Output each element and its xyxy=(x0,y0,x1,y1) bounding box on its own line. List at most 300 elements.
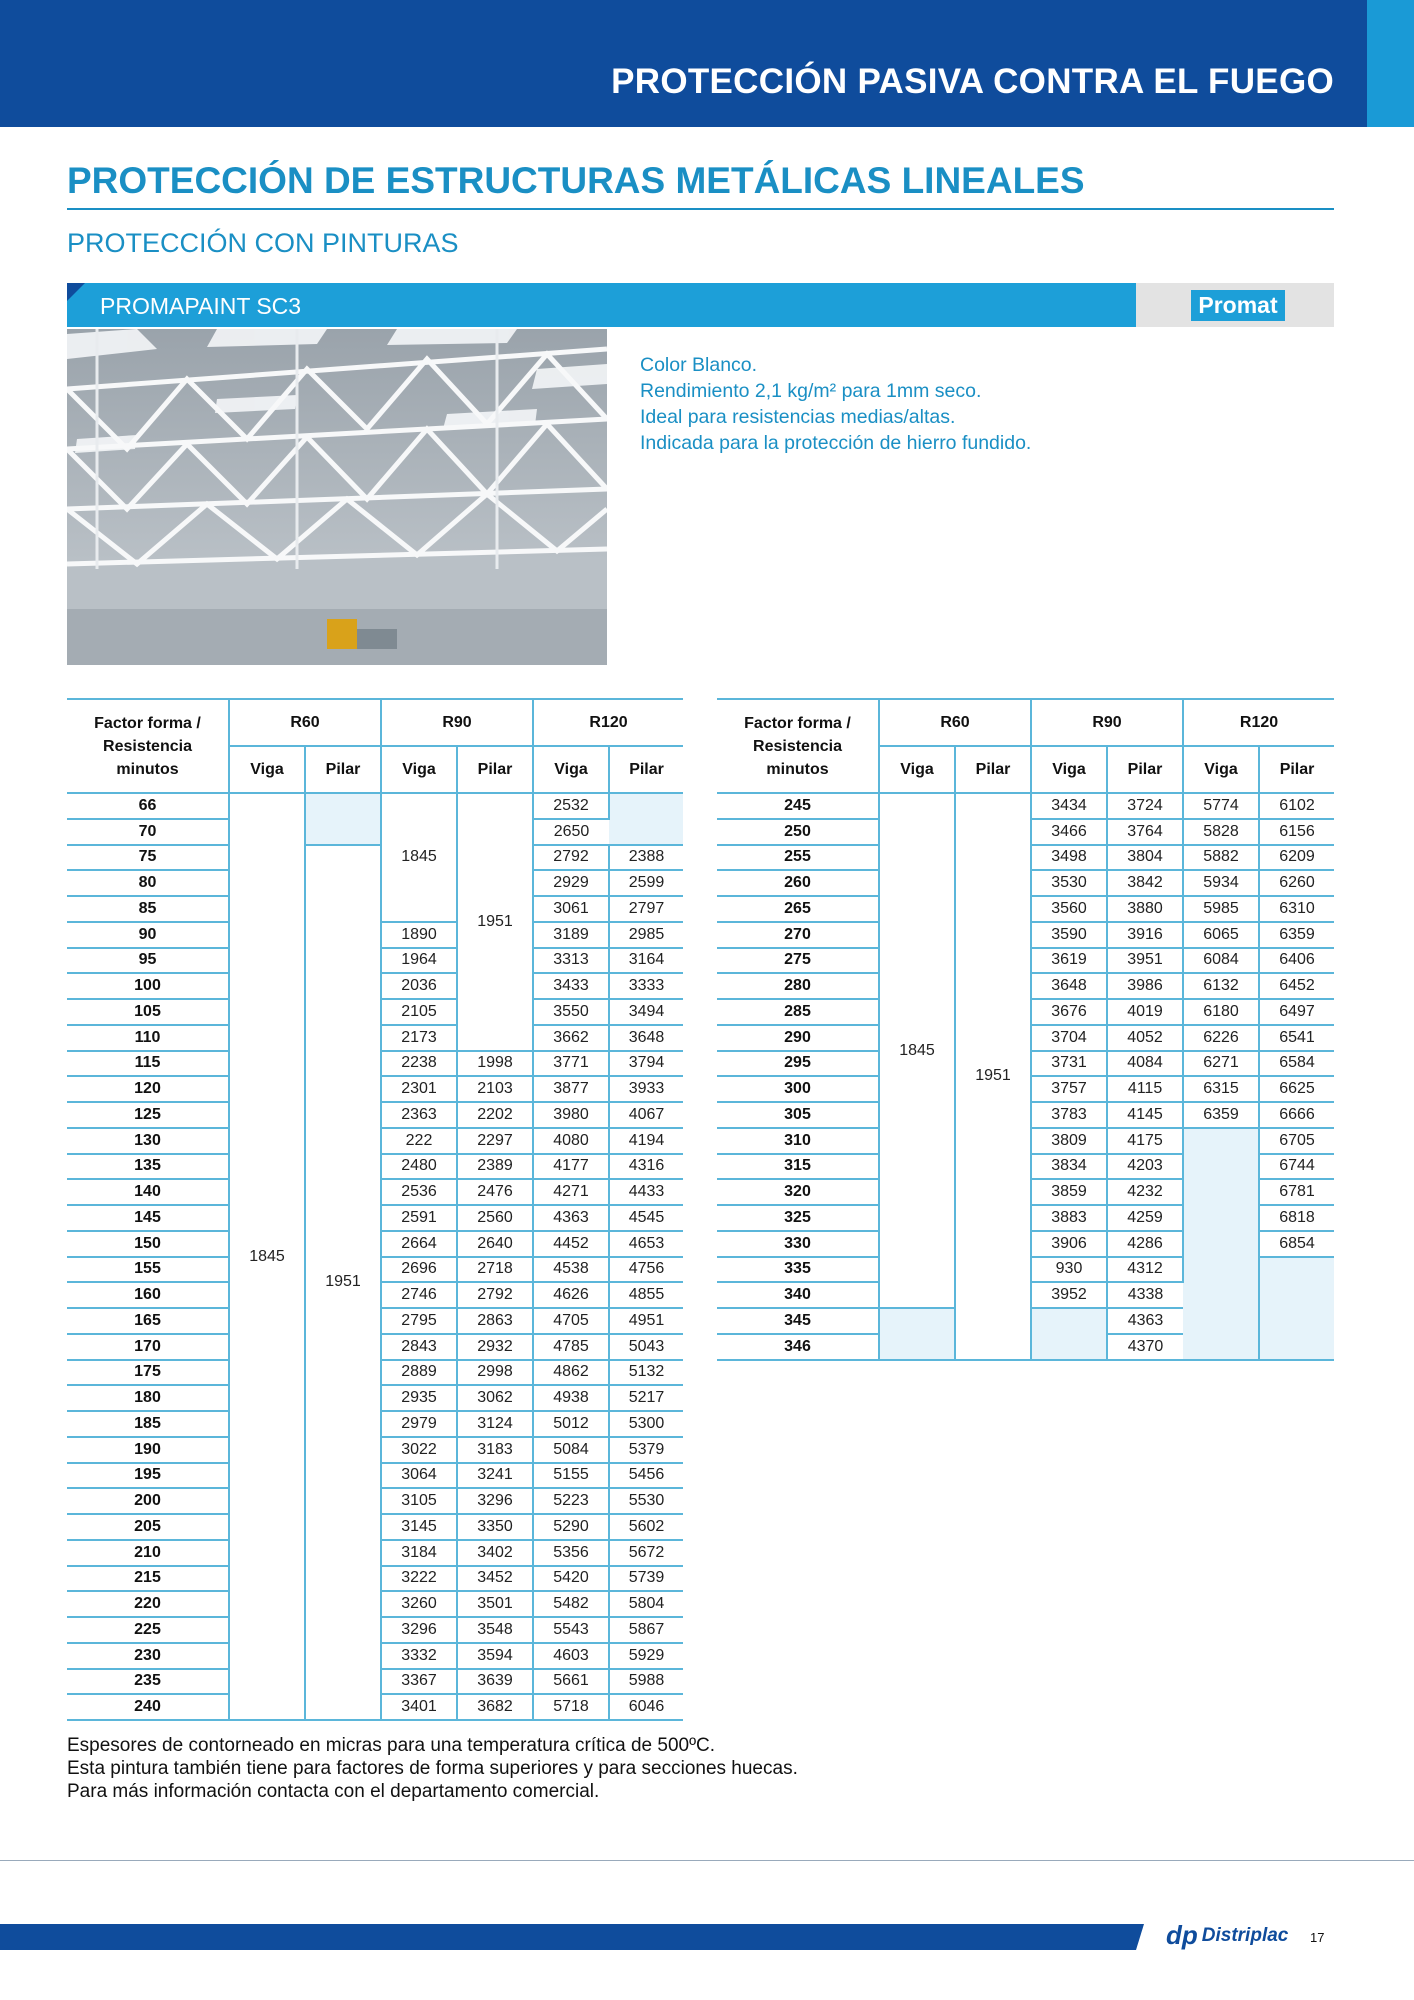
r90-viga-cell: 3332 xyxy=(381,1643,457,1669)
r120-pilar-cell: 3794 xyxy=(609,1051,683,1077)
page-number: 17 xyxy=(1310,1930,1325,1945)
product-photo xyxy=(67,329,607,665)
factor-cell: 325 xyxy=(717,1205,879,1231)
r90-pilar-cell: 3724 xyxy=(1107,793,1183,819)
r120-viga-empty xyxy=(1183,1128,1259,1360)
r60-viga-merged: 1845 xyxy=(229,793,305,1720)
r120-viga-cell: 5985 xyxy=(1183,896,1259,922)
r120-viga-cell: 3550 xyxy=(533,999,609,1025)
r120-pilar-cell: 6260 xyxy=(1259,870,1334,896)
factor-cell: 115 xyxy=(67,1051,229,1077)
r120-viga-cell: 6271 xyxy=(1183,1051,1259,1077)
r90-pilar-cell: 4084 xyxy=(1107,1051,1183,1077)
factor-cell: 175 xyxy=(67,1360,229,1386)
r120-viga-cell: 3313 xyxy=(533,948,609,974)
r90-viga-cell: 2363 xyxy=(381,1102,457,1128)
r90-pilar-cell: 3639 xyxy=(457,1669,533,1695)
group-header-r90: R90 xyxy=(381,699,533,746)
title-divider xyxy=(67,208,1334,210)
r90-pilar-cell: 4259 xyxy=(1107,1205,1183,1231)
desc-line: Indicada para la protección de hierro fundido. xyxy=(640,432,1032,454)
factor-cell: 295 xyxy=(717,1051,879,1077)
sub-header-viga: Viga xyxy=(533,746,609,793)
factor-cell: 245 xyxy=(717,793,879,819)
sub-header-pilar: Pilar xyxy=(457,746,533,793)
r90-viga-cell: 3757 xyxy=(1031,1076,1107,1102)
r120-pilar-cell: 6209 xyxy=(1259,845,1334,871)
factor-cell: 125 xyxy=(67,1102,229,1128)
factor-cell: 165 xyxy=(67,1308,229,1334)
factor-cell: 346 xyxy=(717,1334,879,1360)
r90-pilar-cell: 3062 xyxy=(457,1385,533,1411)
r90-viga-cell: 2795 xyxy=(381,1308,457,1334)
factor-cell: 280 xyxy=(717,973,879,999)
r90-viga-cell: 2696 xyxy=(381,1257,457,1283)
factor-cell: 345 xyxy=(717,1308,879,1334)
sub-header-pilar: Pilar xyxy=(1107,746,1183,793)
r90-pilar-cell: 4338 xyxy=(1107,1282,1183,1308)
factor-cell: 210 xyxy=(67,1540,229,1566)
r120-pilar-cell: 6744 xyxy=(1259,1154,1334,1180)
factor-cell: 180 xyxy=(67,1385,229,1411)
r120-pilar-cell: 6584 xyxy=(1259,1051,1334,1077)
r90-pilar-cell: 2389 xyxy=(457,1154,533,1180)
factor-cell: 105 xyxy=(67,999,229,1025)
r90-viga-cell: 3731 xyxy=(1031,1051,1107,1077)
r90-viga-cell: 2664 xyxy=(381,1231,457,1257)
r120-pilar-cell: 4653 xyxy=(609,1231,683,1257)
factor-cell: 110 xyxy=(67,1025,229,1051)
r90-pilar-cell: 4203 xyxy=(1107,1154,1183,1180)
r120-viga-cell: 5774 xyxy=(1183,793,1259,819)
r90-pilar-cell: 4052 xyxy=(1107,1025,1183,1051)
note-line: Esta pintura también tiene para factores de forma superiores y para secciones huecas. xyxy=(67,1758,798,1779)
r120-viga-cell: 5661 xyxy=(533,1669,609,1695)
factor-cell: 130 xyxy=(67,1128,229,1154)
r120-viga-cell: 4862 xyxy=(533,1360,609,1386)
r90-viga-cell: 2301 xyxy=(381,1076,457,1102)
factor-cell: 100 xyxy=(67,973,229,999)
r60-pilar-empty xyxy=(305,793,381,845)
r90-pilar-cell: 3804 xyxy=(1107,845,1183,871)
r120-pilar-cell: 5530 xyxy=(609,1488,683,1514)
note-line: Para más información contacta con el departamento comercial. xyxy=(67,1781,600,1802)
thickness-table-left xyxy=(67,698,683,1721)
group-header-r90: R90 xyxy=(1031,699,1183,746)
factor-cell: 260 xyxy=(717,870,879,896)
distriplac-logo xyxy=(1166,1920,1288,1951)
r120-viga-cell: 2792 xyxy=(533,845,609,871)
r120-viga-cell: 6084 xyxy=(1183,948,1259,974)
r120-viga-cell: 3433 xyxy=(533,973,609,999)
r120-viga-cell: 5356 xyxy=(533,1540,609,1566)
r90-viga-cell: 3560 xyxy=(1031,896,1107,922)
r120-pilar-cell: 4316 xyxy=(609,1154,683,1180)
r90-viga-cell: 3530 xyxy=(1031,870,1107,896)
r120-pilar-cell: 2599 xyxy=(609,870,683,896)
r90-pilar-cell: 2640 xyxy=(457,1231,533,1257)
r90-pilar-cell: 3402 xyxy=(457,1540,533,1566)
r120-pilar-cell: 6310 xyxy=(1259,896,1334,922)
factor-cell: 340 xyxy=(717,1282,879,1308)
r90-viga-cell: 3434 xyxy=(1031,793,1107,819)
r120-pilar-cell: 6156 xyxy=(1259,819,1334,845)
r120-pilar-cell: 6625 xyxy=(1259,1076,1334,1102)
factor-cell: 330 xyxy=(717,1231,879,1257)
table-row xyxy=(717,793,1334,819)
r120-viga-cell: 3771 xyxy=(533,1051,609,1077)
r90-pilar-cell: 3986 xyxy=(1107,973,1183,999)
factor-cell: 235 xyxy=(67,1669,229,1695)
r90-viga-cell: 2591 xyxy=(381,1205,457,1231)
r120-viga-cell: 5882 xyxy=(1183,845,1259,871)
desc-line: Rendimiento 2,1 kg/m² para 1mm seco. xyxy=(640,380,982,402)
r120-pilar-cell: 6497 xyxy=(1259,999,1334,1025)
r120-pilar-cell: 5672 xyxy=(609,1540,683,1566)
group-header-r60: R60 xyxy=(879,699,1031,746)
r90-pilar-cell: 2932 xyxy=(457,1334,533,1360)
r120-pilar-cell: 4855 xyxy=(609,1282,683,1308)
factor-cell: 275 xyxy=(717,948,879,974)
r90-viga-cell: 2935 xyxy=(381,1385,457,1411)
r120-viga-cell: 2650 xyxy=(533,819,609,845)
sub-header-viga: Viga xyxy=(1031,746,1107,793)
r120-pilar-cell: 4433 xyxy=(609,1179,683,1205)
factor-cell: 315 xyxy=(717,1154,879,1180)
r120-pilar-cell: 5456 xyxy=(609,1463,683,1489)
r90-pilar-cell: 3548 xyxy=(457,1617,533,1643)
factor-cell: 66 xyxy=(67,793,229,819)
r90-pilar-cell: 3350 xyxy=(457,1514,533,1540)
r120-pilar-cell: 5929 xyxy=(609,1643,683,1669)
r90-pilar-cell: 1998 xyxy=(457,1051,533,1077)
r120-viga-cell: 5934 xyxy=(1183,870,1259,896)
header-title: PROTECCIÓN PASIVA CONTRA EL FUEGO xyxy=(611,62,1334,101)
product-description xyxy=(640,352,1031,456)
factor-cell: 85 xyxy=(67,896,229,922)
r120-pilar-cell: 6854 xyxy=(1259,1231,1334,1257)
factor-cell: 170 xyxy=(67,1334,229,1360)
r90-viga-cell: 3859 xyxy=(1031,1179,1107,1205)
r90-viga-cell: 3145 xyxy=(381,1514,457,1540)
factor-cell: 140 xyxy=(67,1179,229,1205)
r90-viga-empty xyxy=(1031,1308,1107,1360)
factor-cell: 230 xyxy=(67,1643,229,1669)
r120-pilar-cell: 5379 xyxy=(609,1437,683,1463)
factor-cell: 255 xyxy=(717,845,879,871)
r90-viga-cell: 3590 xyxy=(1031,922,1107,948)
page-title: PROTECCIÓN DE ESTRUCTURAS METÁLICAS LINEALES xyxy=(67,160,1085,201)
product-bar xyxy=(67,283,1136,327)
factor-cell: 250 xyxy=(717,819,879,845)
r90-viga-cell: 3184 xyxy=(381,1540,457,1566)
r90-viga-merged: 1845 xyxy=(381,793,457,922)
factor-cell: 155 xyxy=(67,1257,229,1283)
r90-viga-cell: 3648 xyxy=(1031,973,1107,999)
r90-viga-cell: 2238 xyxy=(381,1051,457,1077)
r90-viga-cell: 2979 xyxy=(381,1411,457,1437)
r120-viga-cell: 6315 xyxy=(1183,1076,1259,1102)
desc-line: Ideal para resistencias medias/altas. xyxy=(640,406,956,428)
r90-viga-cell: 3466 xyxy=(1031,819,1107,845)
r120-pilar-cell: 5043 xyxy=(609,1334,683,1360)
r120-viga-cell: 4938 xyxy=(533,1385,609,1411)
table-row xyxy=(67,793,683,819)
footer-band xyxy=(0,1924,1136,1950)
r90-viga-cell: 3022 xyxy=(381,1437,457,1463)
factor-cell: 95 xyxy=(67,948,229,974)
r90-pilar-cell: 2297 xyxy=(457,1128,533,1154)
factor-cell: 285 xyxy=(717,999,879,1025)
r120-pilar-cell: 6359 xyxy=(1259,922,1334,948)
warehouse-trusses-image xyxy=(67,329,607,665)
r90-pilar-cell: 3682 xyxy=(457,1694,533,1720)
r90-pilar-cell: 3501 xyxy=(457,1591,533,1617)
product-bar-corner xyxy=(67,283,85,301)
r90-viga-cell: 2889 xyxy=(381,1360,457,1386)
factor-cell: 240 xyxy=(67,1694,229,1720)
r90-pilar-cell: 2718 xyxy=(457,1257,533,1283)
r120-pilar-cell: 6818 xyxy=(1259,1205,1334,1231)
r90-viga-cell: 2536 xyxy=(381,1179,457,1205)
distriplac-logo-icon: dp xyxy=(1166,1920,1198,1950)
factor-cell: 135 xyxy=(67,1154,229,1180)
factor-cell: 90 xyxy=(67,922,229,948)
r90-pilar-cell: 3951 xyxy=(1107,948,1183,974)
r90-pilar-cell: 2863 xyxy=(457,1308,533,1334)
r120-viga-cell: 3662 xyxy=(533,1025,609,1051)
r90-viga-cell: 3498 xyxy=(1031,845,1107,871)
r120-viga-cell: 5543 xyxy=(533,1617,609,1643)
r120-viga-cell: 4271 xyxy=(533,1179,609,1205)
r90-pilar-cell: 4175 xyxy=(1107,1128,1183,1154)
r120-pilar-cell: 4067 xyxy=(609,1102,683,1128)
r90-viga-cell: 3296 xyxy=(381,1617,457,1643)
thickness-table-right xyxy=(717,698,1334,1361)
factor-cell: 220 xyxy=(67,1591,229,1617)
factor-header: Factor forma / Resistencia minutos xyxy=(67,699,229,793)
factor-cell: 190 xyxy=(67,1437,229,1463)
r120-pilar-cell: 5867 xyxy=(609,1617,683,1643)
sub-header-viga: Viga xyxy=(1183,746,1259,793)
sub-header-pilar: Pilar xyxy=(305,746,381,793)
r90-pilar-cell: 4115 xyxy=(1107,1076,1183,1102)
r90-pilar-cell: 2792 xyxy=(457,1282,533,1308)
factor-cell: 200 xyxy=(67,1488,229,1514)
r120-viga-cell: 4177 xyxy=(533,1154,609,1180)
r120-viga-cell: 6359 xyxy=(1183,1102,1259,1128)
r120-viga-cell: 5420 xyxy=(533,1566,609,1592)
factor-cell: 305 xyxy=(717,1102,879,1128)
r120-viga-cell: 5012 xyxy=(533,1411,609,1437)
factor-cell: 320 xyxy=(717,1179,879,1205)
r60-pilar-merged: 1951 xyxy=(305,845,381,1721)
r90-viga-cell: 3834 xyxy=(1031,1154,1107,1180)
r120-pilar-cell: 6102 xyxy=(1259,793,1334,819)
sub-header-pilar: Pilar xyxy=(955,746,1031,793)
r120-viga-cell: 3061 xyxy=(533,896,609,922)
r90-viga-cell: 2036 xyxy=(381,973,457,999)
desc-line: Color Blanco. xyxy=(640,354,758,376)
factor-cell: 290 xyxy=(717,1025,879,1051)
r120-viga-cell: 5084 xyxy=(533,1437,609,1463)
factor-cell: 145 xyxy=(67,1205,229,1231)
r90-viga-cell: 3783 xyxy=(1031,1102,1107,1128)
header-accent xyxy=(1367,0,1414,127)
r90-pilar-cell: 4370 xyxy=(1107,1334,1183,1360)
r120-viga-cell: 4603 xyxy=(533,1643,609,1669)
factor-cell: 75 xyxy=(67,845,229,871)
r90-viga-cell: 3704 xyxy=(1031,1025,1107,1051)
r60-pilar-merged: 1951 xyxy=(955,793,1031,1360)
r120-pilar-cell: 6666 xyxy=(1259,1102,1334,1128)
factor-cell: 265 xyxy=(717,896,879,922)
r90-viga-cell: 3883 xyxy=(1031,1205,1107,1231)
r120-viga-cell: 2929 xyxy=(533,870,609,896)
r90-viga-cell: 1964 xyxy=(381,948,457,974)
r90-viga-cell: 930 xyxy=(1031,1257,1107,1283)
factor-cell: 225 xyxy=(67,1617,229,1643)
r90-viga-cell: 2843 xyxy=(381,1334,457,1360)
r120-pilar-cell: 6046 xyxy=(609,1694,683,1720)
r90-pilar-cell: 4232 xyxy=(1107,1179,1183,1205)
r90-pilar-cell: 3594 xyxy=(457,1643,533,1669)
r120-viga-cell: 3877 xyxy=(533,1076,609,1102)
r90-pilar-cell: 4286 xyxy=(1107,1231,1183,1257)
factor-cell: 150 xyxy=(67,1231,229,1257)
r120-pilar-cell: 3933 xyxy=(609,1076,683,1102)
r120-pilar-cell: 5804 xyxy=(609,1591,683,1617)
r90-pilar-cell: 3916 xyxy=(1107,922,1183,948)
factor-cell: 80 xyxy=(67,870,229,896)
r90-viga-cell: 3105 xyxy=(381,1488,457,1514)
r90-viga-cell: 2480 xyxy=(381,1154,457,1180)
r120-pilar-cell: 2797 xyxy=(609,896,683,922)
r120-viga-cell: 6180 xyxy=(1183,999,1259,1025)
r120-pilar-cell: 3648 xyxy=(609,1025,683,1051)
r120-pilar-cell: 5217 xyxy=(609,1385,683,1411)
r90-viga-cell: 222 xyxy=(381,1128,457,1154)
r120-pilar-cell: 6406 xyxy=(1259,948,1334,974)
factor-cell: 310 xyxy=(717,1128,879,1154)
r120-pilar-cell: 6705 xyxy=(1259,1128,1334,1154)
r120-viga-cell: 5223 xyxy=(533,1488,609,1514)
promat-logo: Promat xyxy=(1191,290,1285,321)
sub-header-viga: Viga xyxy=(229,746,305,793)
r90-viga-cell: 3064 xyxy=(381,1463,457,1489)
r90-viga-cell: 3952 xyxy=(1031,1282,1107,1308)
sub-header-pilar: Pilar xyxy=(1259,746,1334,793)
r120-viga-cell: 4080 xyxy=(533,1128,609,1154)
sub-header-pilar: Pilar xyxy=(609,746,683,793)
r120-viga-cell: 4785 xyxy=(533,1334,609,1360)
table-row xyxy=(67,845,683,871)
r120-pilar-cell: 5988 xyxy=(609,1669,683,1695)
r120-viga-cell: 4538 xyxy=(533,1257,609,1283)
r90-viga-cell: 3367 xyxy=(381,1669,457,1695)
factor-cell: 185 xyxy=(67,1411,229,1437)
r120-viga-cell: 6226 xyxy=(1183,1025,1259,1051)
r90-pilar-cell: 3764 xyxy=(1107,819,1183,845)
r90-viga-cell: 3619 xyxy=(1031,948,1107,974)
r120-pilar-cell: 5739 xyxy=(609,1566,683,1592)
r90-pilar-cell: 2476 xyxy=(457,1179,533,1205)
r90-viga-cell: 2173 xyxy=(381,1025,457,1051)
factor-cell: 70 xyxy=(67,819,229,845)
r120-pilar-empty xyxy=(609,793,683,845)
r60-viga-empty xyxy=(879,1308,955,1360)
r90-pilar-cell: 3124 xyxy=(457,1411,533,1437)
r120-pilar-cell: 4194 xyxy=(609,1128,683,1154)
distriplac-logo-text: Distriplac xyxy=(1201,1924,1289,1946)
r120-viga-cell: 5718 xyxy=(533,1694,609,1720)
r120-pilar-cell: 2388 xyxy=(609,845,683,871)
r90-viga-cell: 1890 xyxy=(381,922,457,948)
r90-pilar-cell: 3880 xyxy=(1107,896,1183,922)
r90-viga-cell: 3401 xyxy=(381,1694,457,1720)
factor-cell: 205 xyxy=(67,1514,229,1540)
r120-viga-cell: 3189 xyxy=(533,922,609,948)
sub-header-viga: Viga xyxy=(879,746,955,793)
r120-pilar-empty xyxy=(1259,1257,1334,1360)
r90-viga-cell: 3260 xyxy=(381,1591,457,1617)
factor-cell: 120 xyxy=(67,1076,229,1102)
r120-viga-cell: 5290 xyxy=(533,1514,609,1540)
r120-viga-cell: 6065 xyxy=(1183,922,1259,948)
r120-pilar-cell: 2985 xyxy=(609,922,683,948)
r120-pilar-cell: 5300 xyxy=(609,1411,683,1437)
note-line: Espesores de contorneado en micras para una temperatura crítica de 500ºC. xyxy=(67,1735,716,1756)
factor-cell: 270 xyxy=(717,922,879,948)
r90-pilar-cell: 4019 xyxy=(1107,999,1183,1025)
r120-viga-cell: 3980 xyxy=(533,1102,609,1128)
factor-cell: 195 xyxy=(67,1463,229,1489)
r120-viga-cell: 6132 xyxy=(1183,973,1259,999)
r120-pilar-cell: 3333 xyxy=(609,973,683,999)
r90-pilar-merged: 1951 xyxy=(457,793,533,1051)
r60-viga-merged: 1845 xyxy=(879,793,955,1308)
r120-pilar-cell: 3494 xyxy=(609,999,683,1025)
r90-viga-cell: 3809 xyxy=(1031,1128,1107,1154)
r120-viga-cell: 2532 xyxy=(533,793,609,819)
r120-viga-cell: 4705 xyxy=(533,1308,609,1334)
r90-pilar-cell: 3842 xyxy=(1107,870,1183,896)
r90-pilar-cell: 2560 xyxy=(457,1205,533,1231)
r90-viga-cell: 3676 xyxy=(1031,999,1107,1025)
r120-pilar-cell: 4756 xyxy=(609,1257,683,1283)
r120-pilar-cell: 6541 xyxy=(1259,1025,1334,1051)
r90-pilar-cell: 4312 xyxy=(1107,1257,1183,1283)
factor-cell: 300 xyxy=(717,1076,879,1102)
r120-viga-cell: 4452 xyxy=(533,1231,609,1257)
r120-viga-cell: 5828 xyxy=(1183,819,1259,845)
r120-viga-cell: 5482 xyxy=(533,1591,609,1617)
factor-header: Factor forma / Resistencia minutos xyxy=(717,699,879,793)
factor-cell: 160 xyxy=(67,1282,229,1308)
r90-pilar-cell: 2202 xyxy=(457,1102,533,1128)
r90-viga-cell: 2746 xyxy=(381,1282,457,1308)
r120-viga-cell: 4363 xyxy=(533,1205,609,1231)
footer-band-slant xyxy=(1136,1924,1144,1950)
r90-pilar-cell: 3452 xyxy=(457,1566,533,1592)
r120-pilar-cell: 6452 xyxy=(1259,973,1334,999)
r120-pilar-cell: 6781 xyxy=(1259,1179,1334,1205)
group-header-r120: R120 xyxy=(1183,699,1334,746)
r120-pilar-cell: 5132 xyxy=(609,1360,683,1386)
r90-viga-cell: 3222 xyxy=(381,1566,457,1592)
group-header-r60: R60 xyxy=(229,699,381,746)
factor-cell: 335 xyxy=(717,1257,879,1283)
